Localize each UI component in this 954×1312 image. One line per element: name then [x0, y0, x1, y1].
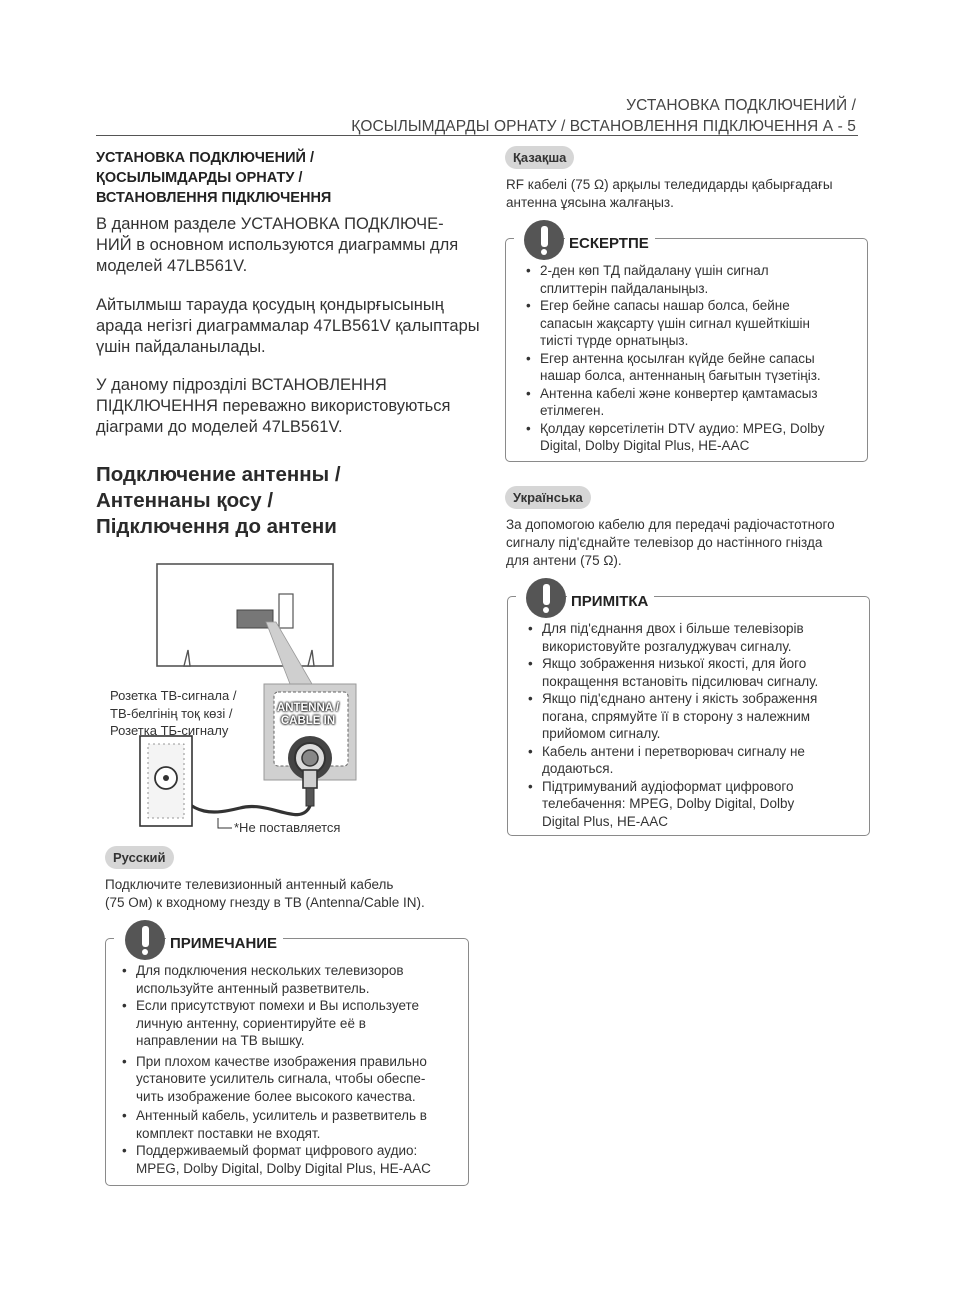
list-item: • 2-ден көп ТД пайдалану үшін сигнал сплиттерін пайдаланыңыз.	[522, 262, 862, 297]
intro-line: НИЙ в основном используются диаграммы для	[96, 236, 459, 254]
note-list-kazakh	[522, 262, 862, 455]
intro-line: арада негізгі диаграммалар 47LB561V қалыптары	[96, 317, 480, 335]
lang-badge-ukrainian: Українська	[505, 486, 591, 509]
list-item: • Якщо зображення низької якості, для його покращення встановіть підсилювач сигналу.	[524, 655, 864, 690]
antenna-heading	[96, 462, 341, 540]
intro-ukrainian	[96, 375, 496, 438]
wall-socket-label-line: ТВ-белгінің тоқ көзі /	[110, 705, 233, 721]
exclamation-icon	[526, 578, 566, 618]
note-list-russian	[118, 962, 463, 1177]
tv-back-illustration	[157, 564, 333, 666]
exclamation-icon	[524, 220, 564, 260]
wall-socket-label	[110, 687, 236, 740]
note-title-kazakh: ЕСКЕРТПЕ	[565, 235, 655, 252]
list-item: • Қолдау көрсетілетін DTV аудио: MPEG, Dolby Digital, Dolby Digital Plus, HE-AAC	[522, 420, 862, 455]
intro-russian	[96, 214, 496, 277]
port-label-line: ANTENNA /	[276, 702, 340, 714]
list-item: • Кабель антени і перетворювач сигналу не додаються.	[524, 743, 864, 778]
not-supplied-label: *Не поставляется	[234, 820, 341, 835]
kazakh-instruction	[506, 176, 833, 212]
intro-line: ПІДКЛЮЧЕННЯ переважно використовуються	[96, 397, 451, 415]
instruction-line: антенна ұясына жалғаңыз.	[506, 195, 674, 210]
not-supplied-bracket	[218, 818, 232, 828]
intro-line: үшін пайдаланылады.	[96, 338, 266, 356]
list-item: • Егер бейне сапасы нашар болса, бейне сапасын жақсарту үшін сигнал күшейткішін тиісті түрде орнатыңыз.	[522, 297, 862, 350]
page-header-line1: УСТАНОВКА ПОДКЛЮЧЕНИЙ /	[626, 97, 856, 114]
wall-socket-label-line: Розетка ТБ-сигналу	[110, 723, 229, 738]
intro-kazakh	[96, 295, 496, 358]
exclamation-icon	[125, 920, 165, 960]
instruction-line: сигналу під'єднайте телевізор до настінного гнізда	[506, 535, 823, 550]
instruction-line: RF кабелі (75 Ω) арқылы теледидарды қабырғадағы	[506, 177, 833, 192]
header-divider	[96, 135, 858, 136]
wall-socket-label-line: Розетка ТВ-сигнала /	[110, 688, 237, 703]
intro-line: Айтылмыш тарауда қосудың қондырғысының	[96, 296, 444, 314]
antenna-heading-line: Подключение антенны /	[96, 463, 341, 486]
antenna-port-label	[276, 702, 340, 728]
intro-line: діаграми до моделей 47LB561V.	[96, 418, 343, 436]
list-item: • Антенный кабель, усилитель и разветвитель в комплект поставки не входят.	[118, 1107, 463, 1142]
port-label-line: CABLE IN	[280, 715, 336, 727]
lang-badge-russian: Русский	[105, 846, 174, 869]
instruction-line: (75 Ом) к входному гнезду в ТВ (Antenna/Cable IN).	[105, 895, 425, 910]
instruction-line: За допомогою кабелю для передачі радіочастотного	[506, 517, 835, 532]
page-header-line2: ҚОСЫЛЫМДАРДЫ ОРНАТУ / ВСТАНОВЛЕННЯ ПІДКЛЮЧЕННЯ А - 5	[351, 118, 856, 135]
list-item: • Егер антенна қосылған күйде бейне сапасы нашар болса, антеннаның бағытын түзетіңіз.	[522, 350, 862, 385]
list-item: • Для під'єднання двох і більше телевізорів використовуйте розгалуджувач сигналу.	[524, 620, 864, 655]
intro-line: У даному підрозділі ВСТАНОВЛЕННЯ	[96, 376, 387, 394]
section-title-line: ВСТАНОВЛЕННЯ ПІДКЛЮЧЕННЯ	[96, 190, 332, 206]
antenna-heading-line: Підключення до антени	[96, 515, 337, 538]
list-item: • Поддерживаемый формат цифрового аудио: MPEG, Dolby Digital, Dolby Digital Plus, HE-AAC	[118, 1142, 463, 1177]
list-item: • Если присутствуют помехи и Вы используете личную антенну, сориентируйте её в направлении на ТВ вышку.	[118, 997, 463, 1050]
note-title-ukrainian: ПРИМІТКА	[567, 593, 654, 610]
instruction-line: Подключите телевизионный антенный кабель	[105, 877, 394, 892]
russian-instruction	[105, 876, 425, 912]
list-item: • Для подключения нескольких телевизоров используйте антенный разветвитель.	[118, 962, 463, 997]
wall-socket-illustration	[140, 736, 192, 826]
section-title	[96, 148, 496, 208]
list-item: • Антенна кабелі және конвертер қамтамасыз етілмеген.	[522, 385, 862, 420]
list-item: • При плохом качестве изображения правильно установите усилитель сигнала, чтобы обеспе- чить изображение более высокого качества.	[118, 1053, 463, 1106]
list-item: • Якщо під'єднано антену і якість зображення погана, спрямуйте її в сторону з належним прийомом сигналу.	[524, 690, 864, 743]
ukrainian-instruction	[506, 516, 835, 570]
antenna-heading-line: Антеннаны қосу /	[96, 489, 274, 512]
note-title-russian: ПРИМЕЧАНИЕ	[166, 935, 283, 952]
intro-line: моделей 47LB561V.	[96, 257, 248, 275]
instruction-line: для антени (75 Ω).	[506, 553, 622, 568]
section-title-line: УСТАНОВКА ПОДКЛЮЧЕНИЙ /	[96, 150, 314, 166]
lang-badge-kazakh: Қазақша	[505, 146, 574, 169]
intro-line: В данном разделе УСТАНОВКА ПОДКЛЮЧЕ-	[96, 215, 444, 233]
note-list-ukrainian	[524, 620, 864, 830]
list-item: • Підтримуваний аудіоформат цифрового телебачення: MPEG, Dolby Digital, Dolby Digital Plus, HE-AAC	[524, 778, 864, 831]
section-title-line: ҚОСЫЛЫМДАРДЫ ОРНАТУ /	[96, 170, 303, 186]
